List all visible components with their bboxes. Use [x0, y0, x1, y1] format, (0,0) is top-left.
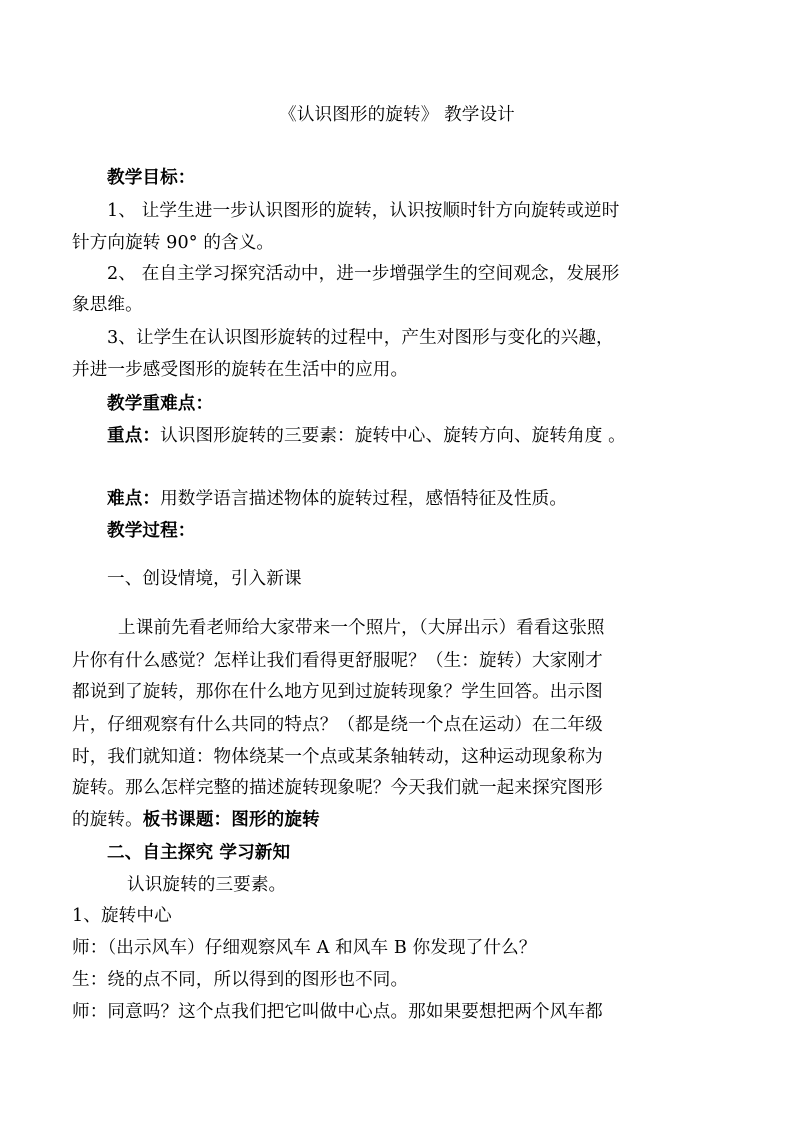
objective-3-line-1: 3、让学生在认识图形旋转的过程中，产生对图形与变化的兴趣， — [107, 328, 614, 348]
section-1-heading: 一、创设情境，引入新课 — [107, 569, 302, 589]
objective-2-line-1: 2、 在自主学习探究活动中，进一步增强学生的空间观念，发展形 — [107, 264, 620, 284]
objective-2-line-2: 象思维。 — [72, 295, 143, 315]
item-1-heading: 1、旋转中心 — [72, 906, 172, 926]
objective-3-line-2: 并进一步感受图形的旋转在生活中的应用。 — [72, 360, 409, 380]
difficulty-text: 用数学语言描述物体的旋转过程，感悟特征及性质。 — [160, 489, 568, 509]
objective-1-line-2: 针方向旋转 90° 的含义。 — [72, 233, 275, 253]
paragraph-1-line-6: 旋转。那么怎样完整的描述旋转现象呢？今天我们就一起来探究图形 — [72, 778, 603, 798]
paragraph-1-line-4: 片，仔细观察有什么共同的特点？（都是绕一个点在运动）在二年级 — [72, 715, 603, 735]
key-point-label: 重点： — [107, 425, 161, 446]
dialog-line-1: 师：（出示风车）仔细观察风车 A 和风车 B 你发现了什么？ — [72, 938, 537, 958]
section-2-heading: 二、自主探究 学习新知 — [107, 842, 291, 863]
difficulty-line — [107, 488, 757, 510]
paragraph-1-line-2: 片你有什么感觉？怎样让我们看得更舒服呢？（生：旋转）大家刚才 — [72, 651, 603, 671]
paragraph-1-line-7-text: 的旋转。 — [72, 810, 143, 830]
key-points-heading: 教学重难点： — [107, 393, 214, 414]
paragraph-1-line-3: 都说到了旋转，那你在什么地方见到过旋转现象？学生回答。出示图 — [72, 682, 603, 702]
paragraph-1-line-7 — [72, 809, 722, 831]
paragraph-1-line-5: 时，我们就知道：物体绕某一个点或某条轴转动，这种运动现象称为 — [72, 747, 603, 767]
dialog-line-2: 生：绕的点不同，所以得到的图形也不同。 — [72, 970, 409, 990]
dialog-line-3: 师：同意吗？这个点我们把它叫做中心点。那如果要想把两个风车都 — [72, 1002, 603, 1022]
objective-1-line-1: 1、 让学生进一步认识图形的旋转，认识按顺时针方向旋转或逆时 — [107, 201, 620, 221]
process-heading: 教学过程： — [107, 520, 196, 541]
key-point-line — [107, 425, 757, 447]
board-topic: 板书课题：图形的旋转 — [142, 809, 320, 830]
key-point-text: 认识图形旋转的三要素：旋转中心、旋转方向、旋转角度 。 — [160, 426, 626, 446]
paragraph-1-line-1: 上课前先看老师给大家带来一个照片，（大屏出示）看看这张照 — [118, 618, 605, 638]
objectives-heading: 教学目标： — [107, 167, 196, 188]
section-2-intro: 认识旋转的三要素。 — [127, 875, 287, 895]
difficulty-label: 难点： — [107, 488, 161, 509]
document-title: 《认识图形的旋转》 教学设计 — [279, 105, 515, 125]
